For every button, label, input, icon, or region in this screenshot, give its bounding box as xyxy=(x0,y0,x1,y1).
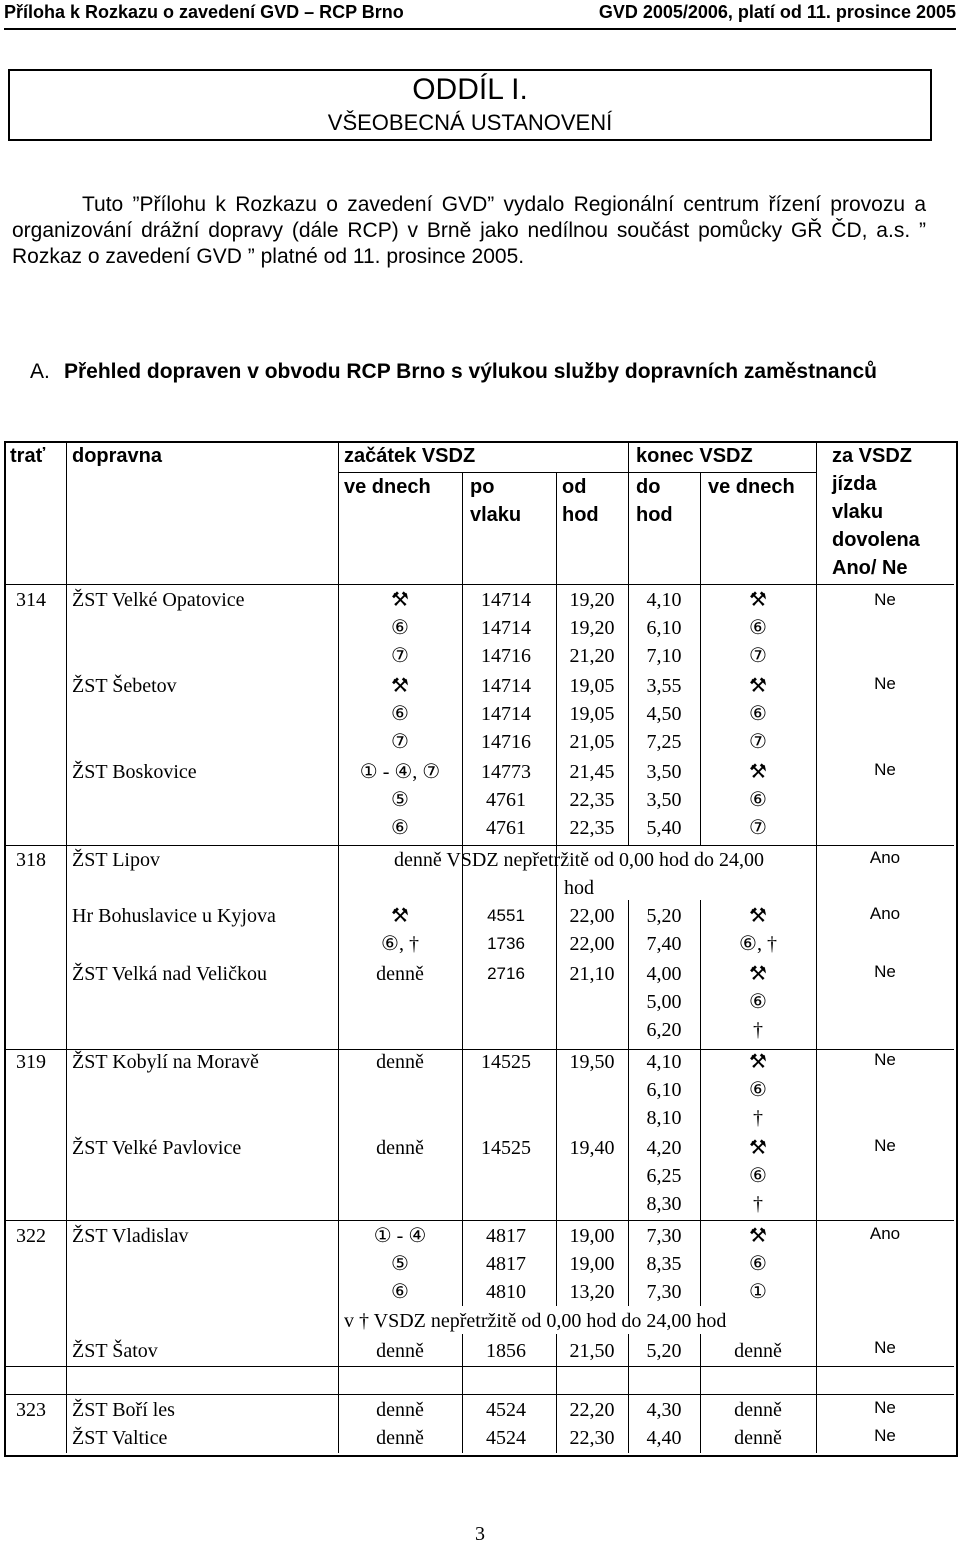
time-to: 3,50 xyxy=(646,761,682,783)
end-days: ⑥ xyxy=(749,1079,767,1101)
train-number: 1736 xyxy=(487,934,525,953)
time-to: 7,25 xyxy=(646,731,682,753)
station-name: ŽST Velká nad Veličkou xyxy=(72,963,267,985)
time-to: 6,10 xyxy=(646,617,682,639)
header-do-hod: hod xyxy=(636,504,673,526)
time-from: 19,05 xyxy=(569,675,615,697)
allowed-value: Ne xyxy=(874,1050,896,1069)
time-to: 5,00 xyxy=(646,991,682,1013)
station-name: ŽST Šebetov xyxy=(72,675,177,697)
end-days: ⑥ xyxy=(749,617,767,639)
end-days: denně xyxy=(734,1427,782,1449)
start-days: ⚒ xyxy=(391,675,409,697)
train-number: 4524 xyxy=(486,1399,526,1421)
time-to: 4,00 xyxy=(646,963,682,985)
allowed-value: Ano xyxy=(869,1224,901,1243)
train-number: 4524 xyxy=(486,1427,526,1449)
time-to: 7,10 xyxy=(646,645,682,667)
time-to: 4,50 xyxy=(646,703,682,725)
time-from: 22,20 xyxy=(569,1399,615,1421)
end-days: ⑦ xyxy=(749,731,767,753)
time-from: 19,20 xyxy=(569,617,615,639)
header-left-text: Příloha k Rozkazu o zavedení GVD – RCP Brno xyxy=(4,2,404,22)
time-to: 4,10 xyxy=(646,589,682,611)
allowed-value: Ano xyxy=(869,848,901,867)
start-days: ⑦ xyxy=(391,645,409,667)
vsdz-note: hod xyxy=(564,877,594,899)
time-from: 22,35 xyxy=(569,789,615,811)
start-days: ① - ④ xyxy=(373,1225,427,1247)
time-from: 22,00 xyxy=(569,933,615,955)
header-po-vlaku: vlaku xyxy=(470,504,522,526)
time-from: 19,40 xyxy=(569,1137,615,1159)
end-days: ⑦ xyxy=(749,817,767,839)
station-name: ŽST Boří les xyxy=(72,1399,175,1421)
station-name: ŽST Valtice xyxy=(72,1427,168,1449)
time-to: 6,20 xyxy=(646,1019,682,1041)
end-days: ⚒ xyxy=(749,589,767,611)
time-to: 8,30 xyxy=(646,1193,682,1215)
time-from: 19,00 xyxy=(569,1225,615,1247)
header-ve-dnech-end: ve dnech xyxy=(708,476,795,498)
time-from: 21,50 xyxy=(569,1340,615,1362)
time-to: 4,30 xyxy=(646,1399,682,1421)
trat-number: 318 xyxy=(16,849,46,871)
row-separator xyxy=(4,1366,954,1367)
time-to: 3,55 xyxy=(646,675,682,697)
start-days: ⚒ xyxy=(391,905,409,927)
time-to: 7,30 xyxy=(646,1281,682,1303)
row-separator xyxy=(4,1220,954,1221)
time-from: 19,50 xyxy=(569,1051,615,1073)
time-to: 4,40 xyxy=(646,1427,682,1449)
page-header xyxy=(4,0,956,30)
train-number: 4761 xyxy=(486,817,526,839)
time-to: 7,40 xyxy=(646,933,682,955)
header-za-vsdz: jízda xyxy=(832,473,877,495)
train-number: 14525 xyxy=(481,1051,531,1073)
time-from: 19,05 xyxy=(569,703,615,725)
end-days: ⑥ xyxy=(749,789,767,811)
row-separator xyxy=(4,1394,954,1395)
header-do-hod: do xyxy=(636,476,661,498)
train-number: 4817 xyxy=(486,1225,526,1247)
allowed-value: Ne xyxy=(874,962,896,981)
start-days: ⑤ xyxy=(391,1253,409,1275)
train-number: 2716 xyxy=(487,964,525,983)
allowed-value: Ne xyxy=(874,1426,896,1445)
section-box xyxy=(8,69,932,141)
header-za-vsdz: Ano/ Ne xyxy=(832,557,908,579)
time-to: 7,30 xyxy=(646,1225,682,1247)
start-days: ⑥ xyxy=(391,1281,409,1303)
train-number: 14714 xyxy=(481,617,531,639)
station-name: ŽST Boskovice xyxy=(72,761,197,783)
end-days: † xyxy=(753,1107,763,1129)
start-days: denně xyxy=(376,1051,424,1073)
station-name: ŽST Kobylí na Moravě xyxy=(72,1051,259,1073)
train-number: 4817 xyxy=(486,1253,526,1275)
header-po-vlaku: po xyxy=(470,476,495,498)
section-title: ODDÍL I. xyxy=(412,73,528,106)
time-from: 19,00 xyxy=(569,1253,615,1275)
end-days: ① xyxy=(749,1281,767,1303)
trat-number: 322 xyxy=(16,1225,46,1247)
station-name: ŽST Lipov xyxy=(72,849,160,871)
allowed-value: Ne xyxy=(874,1338,896,1357)
column-separator xyxy=(66,441,67,1453)
start-days: denně xyxy=(376,963,424,985)
header-za-vsdz: za VSDZ xyxy=(832,445,913,467)
trat-number: 323 xyxy=(16,1399,46,1421)
stations-table xyxy=(4,441,958,1457)
header-zacatek-vsdz: začátek VSDZ xyxy=(344,445,476,467)
allowed-value: Ne xyxy=(874,1398,896,1417)
header-od-hod: hod xyxy=(562,504,599,526)
intro-paragraph: Tuto ”Přílohu k Rozkazu o zavedení GVD” vydalo Regionální centrum řízení provozu a organizování drážní dopravy (dále RCP) v Brně jako nedílnou součást pomůcky GŘ ČD, a.s. ” Rozkaz o zavedení GVD ” platné od 11. prosince 2005. xyxy=(12,193,926,268)
time-to: 5,40 xyxy=(646,817,682,839)
train-number: 14714 xyxy=(481,675,531,697)
train-number: 14773 xyxy=(481,761,531,783)
end-days: ⑥ xyxy=(749,1165,767,1187)
header-dopravna: dopravna xyxy=(72,445,163,467)
start-days: denně xyxy=(376,1427,424,1449)
header-right-text: GVD 2005/2006, platí od 11. prosince 2005 xyxy=(598,2,956,22)
end-days: ⚒ xyxy=(749,675,767,697)
end-days: denně xyxy=(734,1340,782,1362)
station-name: ŽST Velké Pavlovice xyxy=(72,1137,242,1159)
trat-number: 314 xyxy=(16,589,46,611)
train-number: 1856 xyxy=(486,1340,526,1362)
time-from: 21,20 xyxy=(569,645,615,667)
train-number: 14716 xyxy=(481,645,531,667)
time-to: 6,10 xyxy=(646,1079,682,1101)
end-days: ⚒ xyxy=(749,963,767,985)
start-days: ⑥ xyxy=(391,703,409,725)
row-separator xyxy=(4,584,954,585)
start-days: ⑤ xyxy=(391,789,409,811)
header-od-hod: od xyxy=(562,476,587,498)
end-days: † xyxy=(753,1019,763,1041)
header-za-vsdz: dovolena xyxy=(832,529,920,551)
end-days: ⑥ xyxy=(749,703,767,725)
end-days: ⑥ xyxy=(749,1253,767,1275)
end-days: ⑥ xyxy=(749,991,767,1013)
end-days: ⚒ xyxy=(749,761,767,783)
allowed-value: Ne xyxy=(874,590,896,609)
time-from: 22,35 xyxy=(569,817,615,839)
time-to: 5,20 xyxy=(646,1340,682,1362)
time-from: 22,00 xyxy=(569,905,615,927)
trat-number: 319 xyxy=(16,1051,46,1073)
vsdz-note: denně VSDZ nepřetržitě od 0,00 hod do 24,00 xyxy=(393,849,765,871)
station-name: ŽST Velké Opatovice xyxy=(72,589,245,611)
header-za-vsdz: vlaku xyxy=(832,501,884,523)
time-to: 4,20 xyxy=(646,1137,682,1159)
time-from: 19,20 xyxy=(569,589,615,611)
time-to: 5,20 xyxy=(646,905,682,927)
start-days: ① - ④, ⑦ xyxy=(359,761,441,783)
time-to: 3,50 xyxy=(646,789,682,811)
start-days: denně xyxy=(376,1137,424,1159)
start-days: ⑦ xyxy=(391,731,409,753)
time-from: 21,10 xyxy=(569,963,615,985)
section-a-label: A. xyxy=(30,360,50,383)
station-name: ŽST Šatov xyxy=(72,1340,158,1362)
time-to: 4,10 xyxy=(646,1051,682,1073)
end-days: ⑦ xyxy=(749,645,767,667)
end-days: ⚒ xyxy=(749,1137,767,1159)
allowed-value: Ne xyxy=(874,1136,896,1155)
end-days: ⚒ xyxy=(749,905,767,927)
page-number: 3 xyxy=(475,1523,485,1545)
start-days: ⑥ xyxy=(391,617,409,639)
start-days: denně xyxy=(376,1340,424,1362)
train-number: 14714 xyxy=(481,589,531,611)
end-days: ⑥, † xyxy=(739,933,777,955)
train-number: 4810 xyxy=(486,1281,526,1303)
train-number: 14714 xyxy=(481,703,531,725)
header-konec-vsdz: konec VSDZ xyxy=(636,445,753,467)
time-to: 8,10 xyxy=(646,1107,682,1129)
end-days: denně xyxy=(734,1399,782,1421)
station-name: Hr Bohuslavice u Kyjova xyxy=(72,905,276,927)
allowed-value: Ne xyxy=(874,674,896,693)
vsdz-note: v † VSDZ nepřetržitě od 0,00 hod do 24,00 hod xyxy=(344,1310,727,1332)
header-ve-dnech-start: ve dnech xyxy=(344,476,431,498)
train-number: 14525 xyxy=(481,1137,531,1159)
section-subtitle: VŠEOBECNÁ USTANOVENÍ xyxy=(327,110,613,135)
row-separator xyxy=(338,472,816,473)
start-days: ⑥, † xyxy=(381,933,419,955)
start-days: ⑥ xyxy=(391,817,409,839)
header-trat: trať xyxy=(10,445,46,467)
allowed-value: Ne xyxy=(874,760,896,779)
time-to: 8,35 xyxy=(646,1253,682,1275)
train-number: 14716 xyxy=(481,731,531,753)
time-to: 6,25 xyxy=(646,1165,682,1187)
end-days: ⚒ xyxy=(749,1051,767,1073)
section-a-heading xyxy=(30,357,926,386)
train-number: 4761 xyxy=(486,789,526,811)
allowed-value: Ano xyxy=(869,904,901,923)
end-days: ⚒ xyxy=(749,1225,767,1247)
time-from: 21,05 xyxy=(569,731,615,753)
end-days: † xyxy=(753,1193,763,1215)
section-a-title: Přehled dopraven v obvodu RCP Brno s výlukou služby dopravních zaměstnanců xyxy=(64,360,877,383)
time-from: 13,20 xyxy=(569,1281,615,1303)
time-from: 21,45 xyxy=(569,761,615,783)
station-name: ŽST Vladislav xyxy=(72,1225,189,1247)
start-days: ⚒ xyxy=(391,589,409,611)
start-days: denně xyxy=(376,1399,424,1421)
train-number: 4551 xyxy=(487,906,525,925)
time-from: 22,30 xyxy=(569,1427,615,1449)
